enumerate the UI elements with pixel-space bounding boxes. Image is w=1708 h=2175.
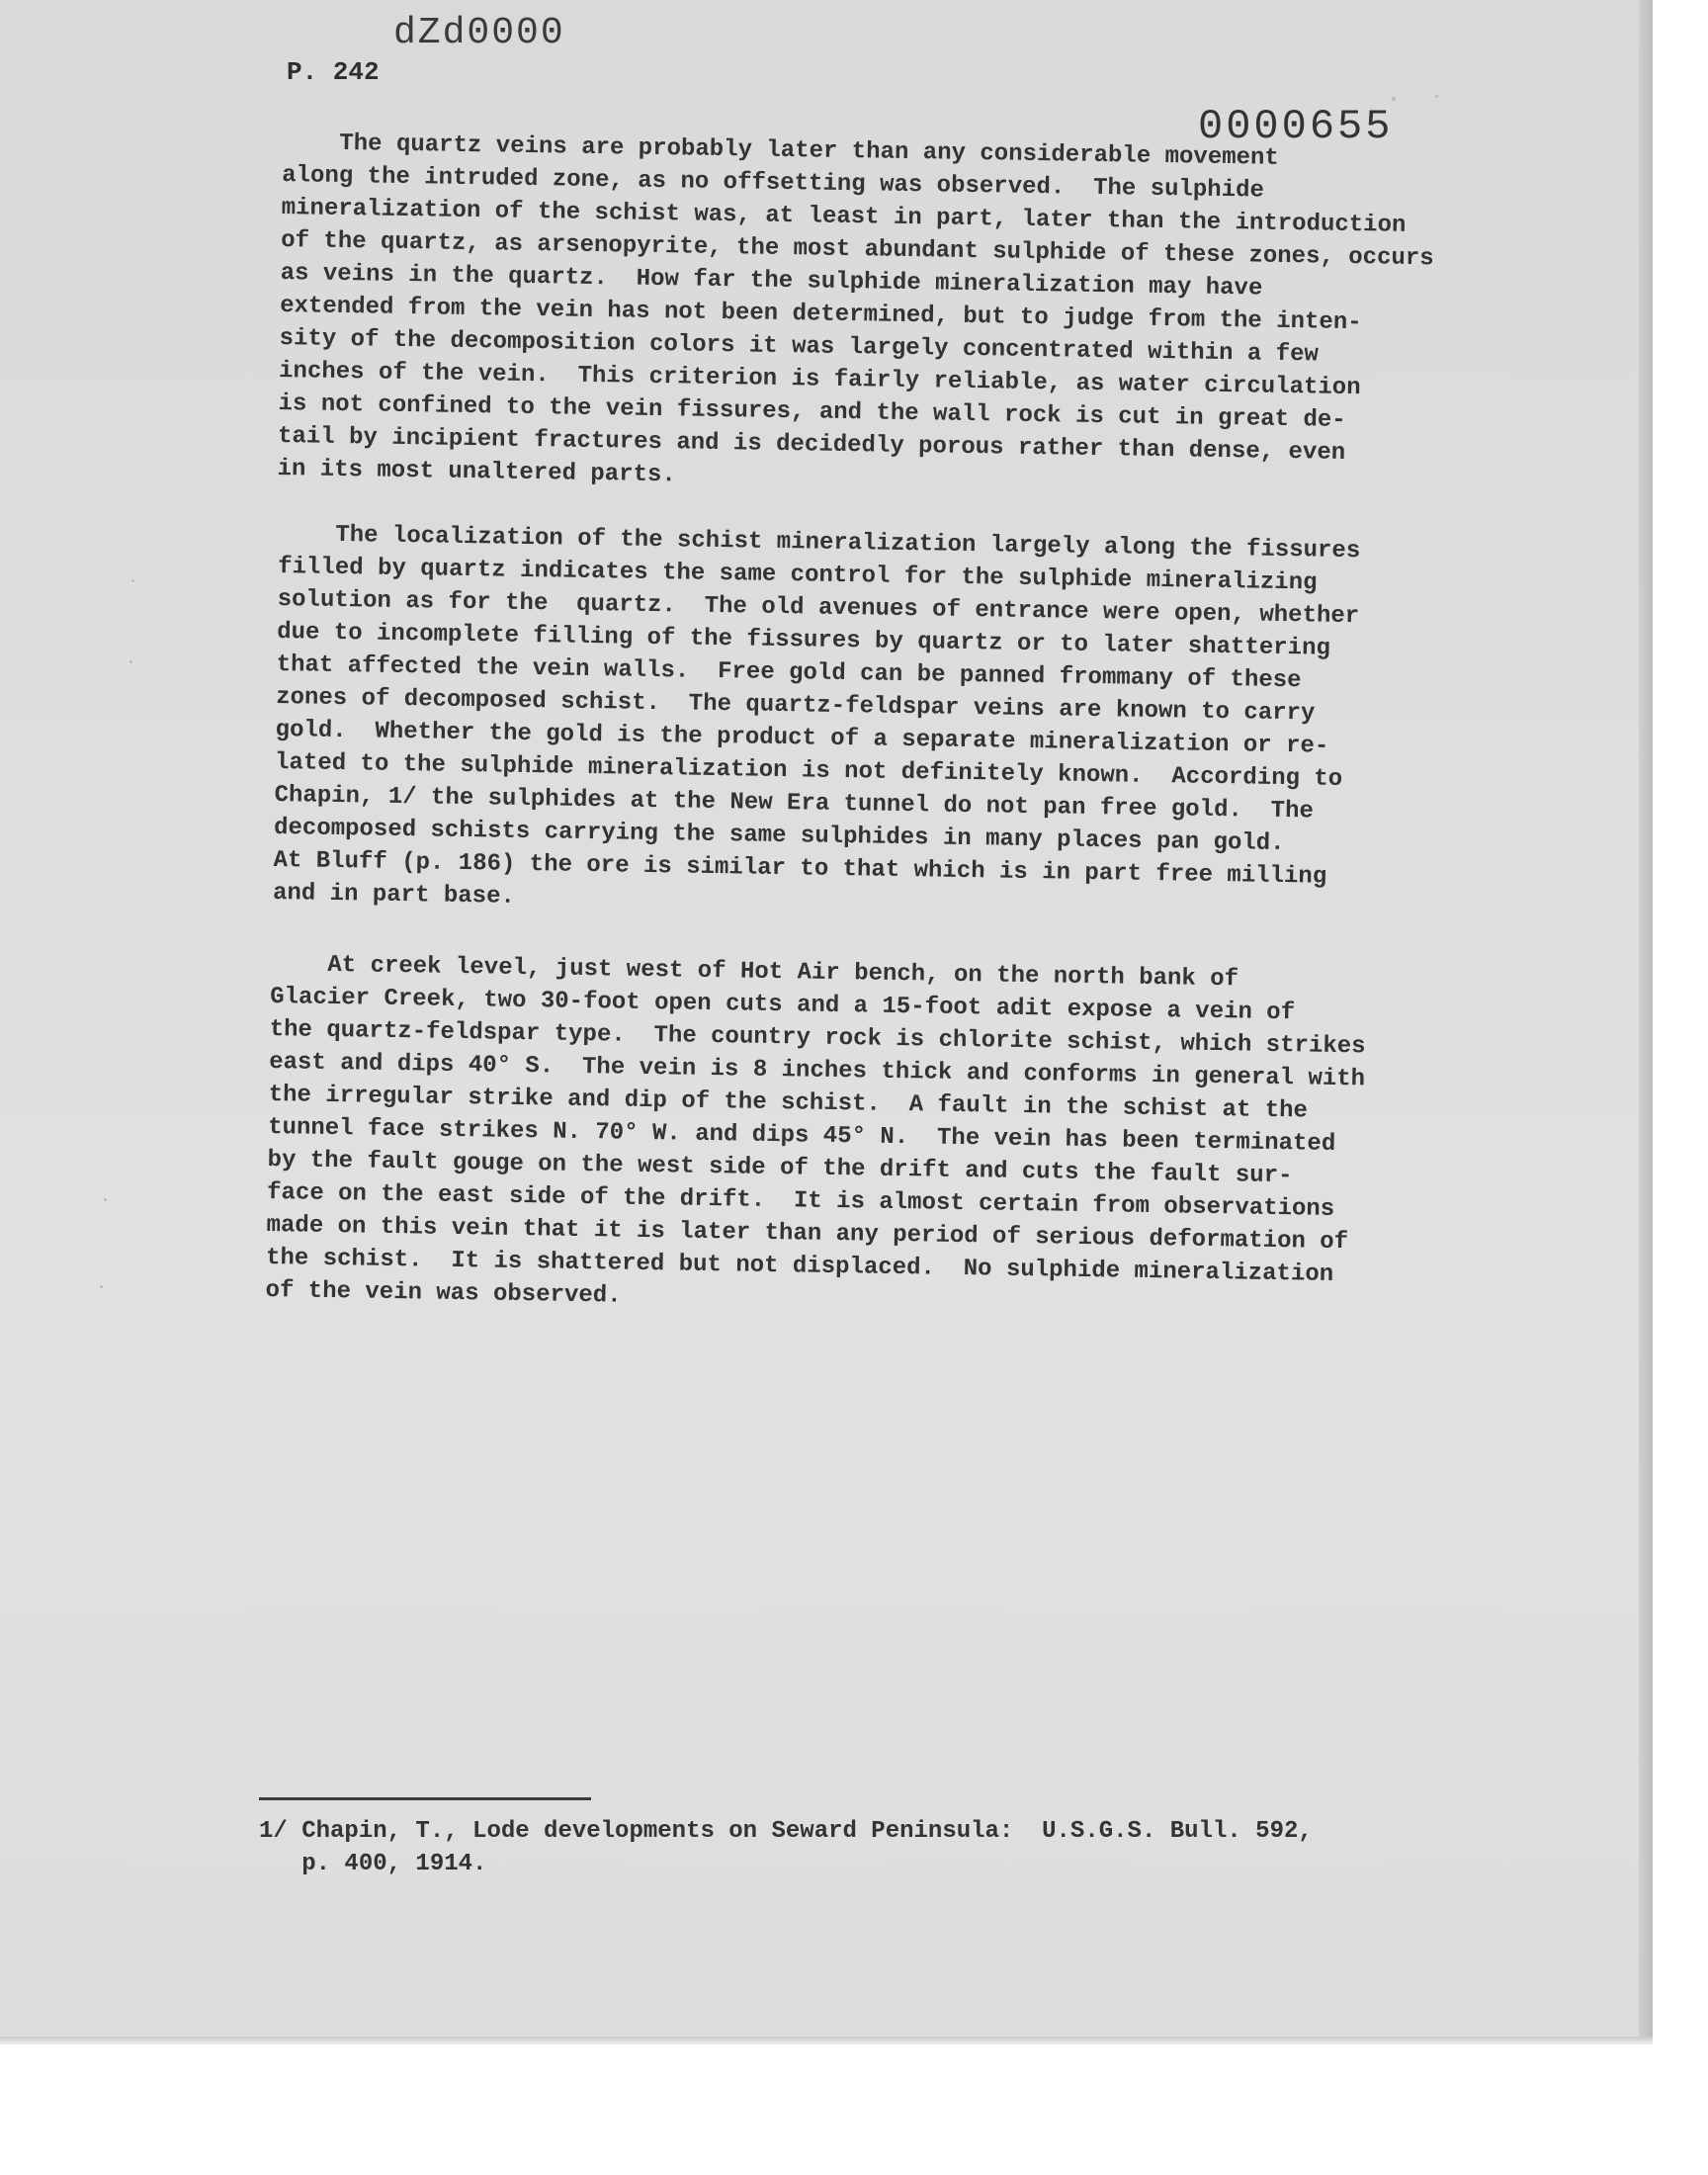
margin-mark: ·	[99, 1277, 105, 1296]
paragraph-creek-level: At creek level, just west of Hot Air bench, on the north bank of Glacier Creek, two 30-foot open cuts and a 15-foot adit expose a vein of the quartz-feldspar type. The country rock is chlorite schist, which strikes east and dips 40° S. The vein is 8 inches thick and conforms in general with the irregular strike and dip of the schist. A fault in the schist at the tunnel face strikes N. 70° W. and dips 45° N. The vein has been terminated by the fault gouge on the west side of the drift and cuts the fault sur- face on the east side of the drift. It is almost certain from observations made on this vein that it is later than any period of serious deformation of the schist. It is shattered but not displaced. No sulphide mineralization of the vein was observed.	[265, 950, 1366, 1310]
paragraph-quartz-veins: The quartz veins are probably later than any considerable movement along the intruded zone, as no offsetting was observed. The sulphide mineralization of the schist was, at least in part, later than the introduction of the quartz, as arsenopyrite, the most abundant sulphide of these zones, occurs as veins in the quartz. How far the sulphide mineralization may have extended from the vein has not been determined, but to judge from the inten- sity of the decomposition colors it was largely concentrated within a few inches of the vein. This criterion is fairly reliable, as water circulation is not confined to the vein fissures, and the wall rock is cut in great de- tail by incipient fractures and is decidedly porous rather than dense, even in its most unaltered parts.	[277, 129, 1434, 489]
footnote: 1/ Chapin, T., Lode developments on Seward Peninsula: U.S.G.S. Bull. 592, p. 400, 1914.	[259, 1818, 1313, 1877]
top-stamp: dZd0000	[393, 12, 565, 54]
footnote-divider	[259, 1797, 591, 1800]
margin-mark: ·	[103, 1190, 109, 1209]
scan-bottom-edge	[0, 2037, 1653, 2044]
paragraph-schist-mineralization: The localization of the schist mineralization largely along the fissures filled by quartz indicates the same control for the sulphide mineralizing solution as for the quartz. The old avenues of entrance were open, whether due to incomplete filling of the fissures by quartz or to later shattering that affected the vein walls. Free gold can be panned frommany of these zones of decomposed schist. The quartz-feldspar veins are known to carry gold. Whether the gold is the product of a separate mineralization or re- lated to the sulphide mineralization is not definitely known. According to Chapin, 1/ the sulphides at the New Era tunnel do not pan free gold. The decomposed schists carrying the same sulphides in many places pan gold. At Bluff (p. 186) the ore is similar to that which is in part free milling and in part base.	[272, 520, 1361, 911]
dust-speck	[1392, 97, 1396, 101]
serial-stamp: 0000655	[1198, 103, 1394, 150]
margin-mark: ·	[130, 571, 136, 590]
margin-mark: ·	[128, 652, 134, 671]
dust-speck	[1435, 95, 1438, 98]
page-edge-shadow	[1639, 0, 1653, 2037]
page-reference: P. 242	[287, 57, 380, 87]
